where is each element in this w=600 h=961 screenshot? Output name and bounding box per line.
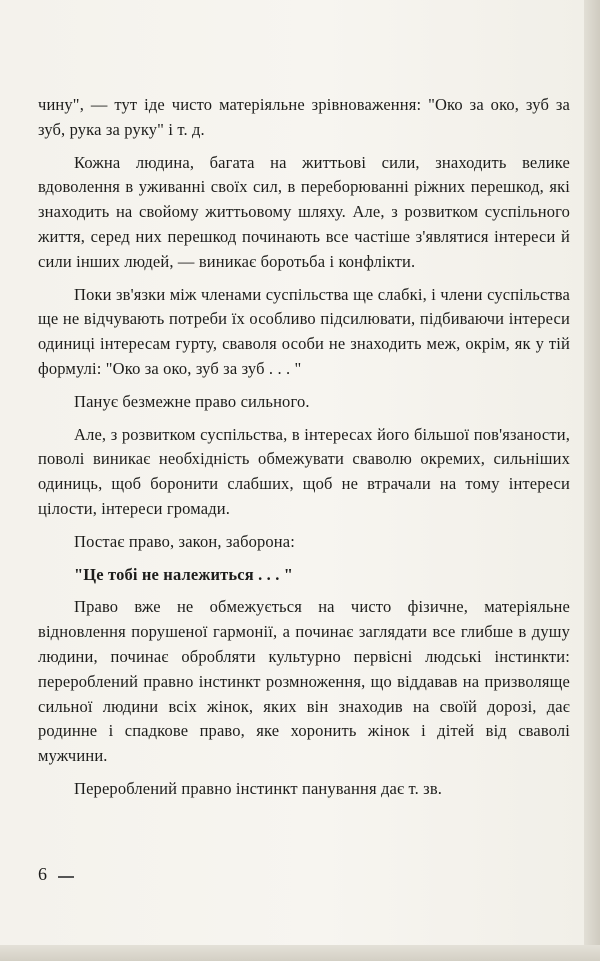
- paragraph-9: Перероблений правно інстинкт панування дає т. зв.: [74, 778, 443, 798]
- page-bottom-edge: [0, 945, 600, 961]
- body-text: [38, 93, 570, 810]
- quoted-prohibition: "Це тобі не належиться . . . ": [74, 564, 294, 584]
- paragraph-5: Але, з розвитком суспільства, в інтересах його більшої пов'язаности, поволі виникає необхідність обмежувати сваволю окремих, сильніших одиниць, щоб боронити слабших, щоб не втрачали на тому інтереси цілости, інтереси громади.: [38, 424, 570, 518]
- paragraph-4: Панує безмежне право сильного.: [74, 391, 310, 411]
- page-number-dash: [58, 876, 74, 878]
- paragraph-8: Право вже не обмежується на чисто фізичне, матеріяльне відновлення порушеної гармонії, а починає заглядати все глибше в душу людини, починає обробляти культурно первісні людські інстинкти: перероблений правно інстинкт розмноження, що віддавав на призволяще сильної людини всіх жінок, яких він знаходив на своїй дорозі, дає родинне і спадкове право, яке хоронить жінок і дітей від сваволі мужчини.: [38, 597, 570, 766]
- paragraph-6: Постає право, закон, заборона:: [74, 531, 295, 551]
- paragraph-1: чину", — тут іде чисто матеріяльне зрівноваження: "Око за око, зуб за зуб, рука за руку" і т. д.: [38, 95, 570, 139]
- paragraph-3: Поки зв'язки між членами суспільства ще слабкі, і члени суспільства ще не відчувають потреби їх особливо підсилювати, підбиваючи інтереси одиниці інтересам гурту, сваволя особи не знаходить меж, окрім, як у тій формулі: "Око за око, зуб за зуб . . . ": [38, 284, 570, 378]
- page-number: 6: [38, 864, 47, 884]
- page-spine-edge: [584, 0, 600, 961]
- paragraph-2: Кожна людина, багата на життьові сили, знаходить велике вдоволення в уживанні своїх сил, в переборюванні ріжних перешкод, які знаходить на свойому життьовому шляху. Але, з розвитком суспільного життя, серед них перешкод починають все частіше з'являтися інтереси й сили інших людей, — виникає боротьба і конфлікти.: [38, 152, 570, 271]
